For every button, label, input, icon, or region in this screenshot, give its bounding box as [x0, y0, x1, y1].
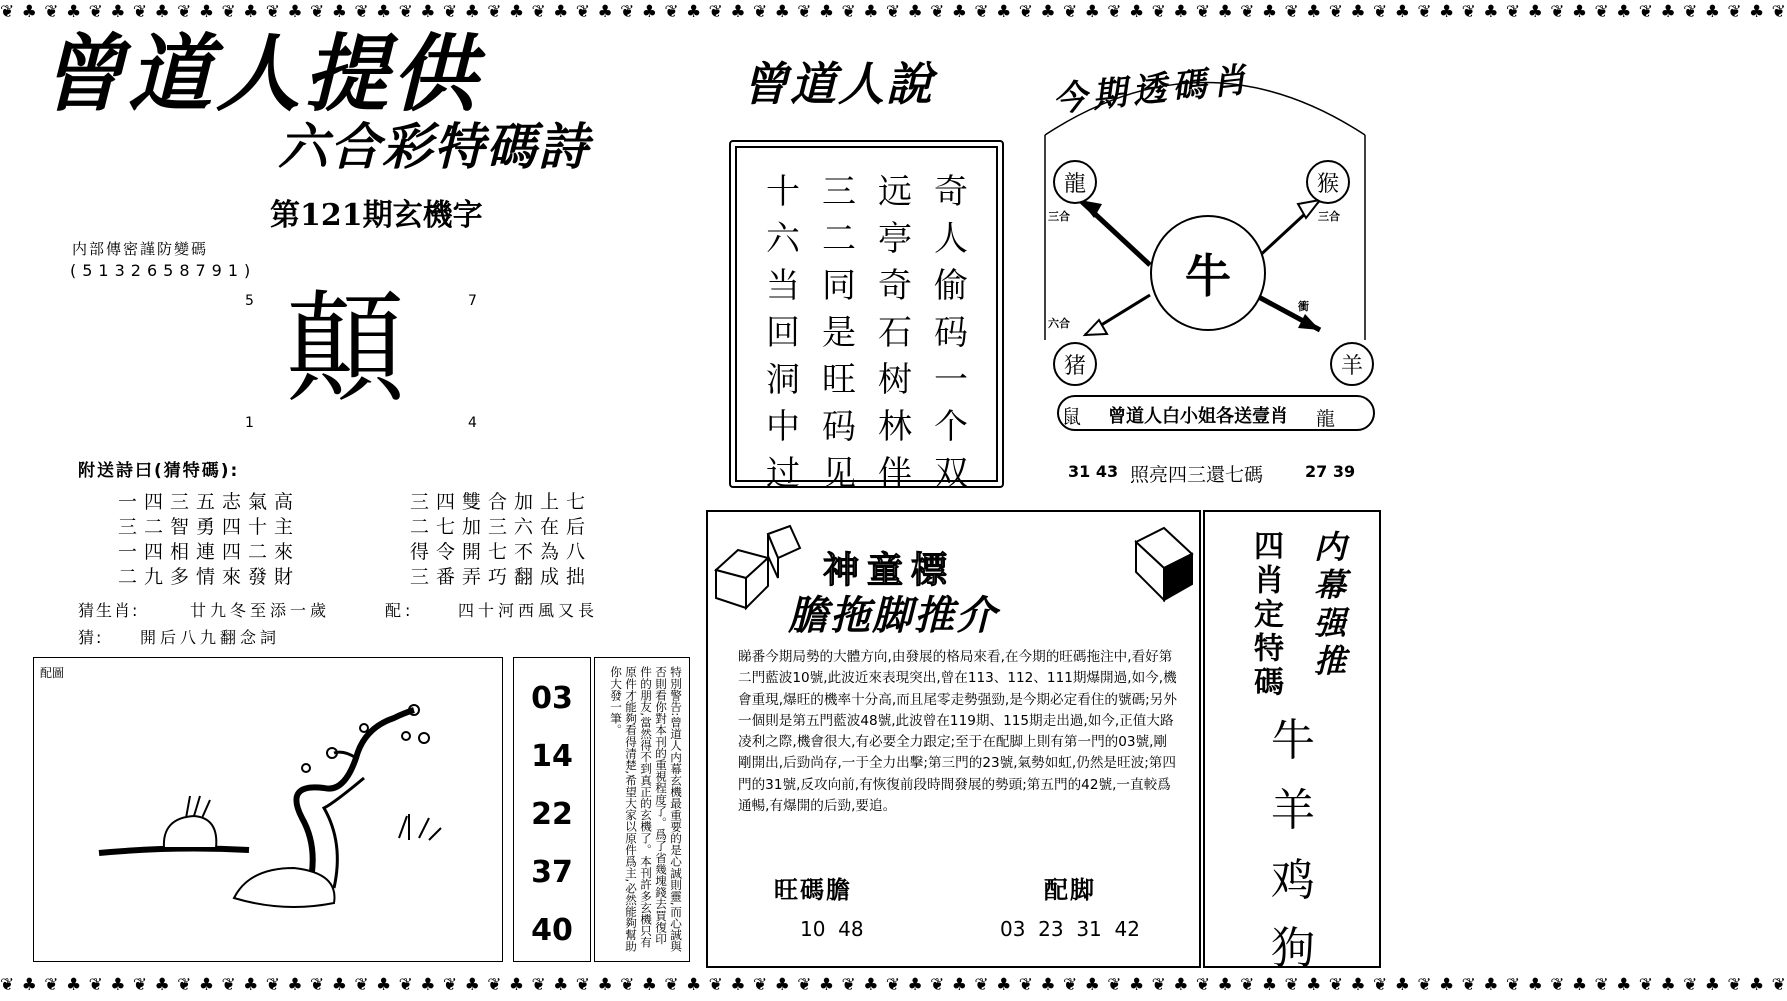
mystery-character: 顛	[285, 280, 405, 419]
number-item: 03	[531, 681, 573, 716]
poem-char: 码	[934, 313, 968, 353]
guess-zodiac-text: 廿九冬至添一歲	[190, 601, 331, 620]
sayings-poem-box	[729, 140, 1004, 494]
poem-char: 一	[934, 360, 968, 400]
gift-poem-heading: 附送詩曰(猜特碼):	[78, 461, 240, 481]
poem-char: 中	[766, 407, 800, 447]
gift-poem-right	[410, 487, 592, 587]
poem-char: 奇	[934, 172, 968, 212]
poem-char: 二	[822, 219, 856, 259]
gift-poem-left	[118, 487, 300, 587]
poem-char: 亭	[878, 219, 912, 259]
inside-box	[1203, 510, 1381, 974]
zodiac-top-left: 龍	[1053, 160, 1097, 204]
poem-char: 人	[934, 219, 968, 259]
poem-char: 石	[878, 313, 912, 353]
number-item: 22	[531, 797, 573, 832]
poem-line: 三二智勇四十主	[118, 516, 301, 538]
poem-char: 码	[822, 407, 856, 447]
sayings-title: 曾道人說	[742, 57, 934, 111]
corner-tr: 7	[468, 293, 477, 309]
poem-char: 旺	[822, 360, 856, 400]
zodiac-panel-title: 今期透碼肖	[1050, 59, 1254, 121]
inside-label-b: 内幕强推	[1309, 530, 1347, 682]
warning-text: 特別警告:曾道人内幕玄機最重要的是心誠則靈,而心誠與否則看你對本刊的重視程度了。爲了省幾塊錢去買復印件的朋友,當然得不到真正的玄機了。本刊許多玄機只有原件才能夠看得清楚,希望大家以原件爲主,必然能夠幫助你大發一筆。	[609, 666, 683, 952]
page-subtitle: 六合彩特碼詩	[278, 118, 590, 176]
secret-code: (5132658791)	[70, 261, 257, 280]
poem-char: 见	[822, 454, 856, 494]
poem-line: 得令開七不為八	[410, 541, 593, 563]
poem-char: 伴	[878, 454, 912, 494]
side-label: 配脚	[1044, 876, 1096, 904]
center-zodiac: 牛	[1150, 215, 1266, 331]
inside-zodiac: 鸡	[1271, 855, 1315, 906]
recommend-title-1: 神童標	[823, 550, 956, 591]
poem-line: 二九多情來發財	[118, 566, 301, 588]
page-title: 曾道人提供	[40, 25, 481, 123]
inside-zodiac: 羊	[1271, 785, 1315, 836]
pair-label: 配:	[385, 601, 415, 620]
poem-line: 三四雙合加上七	[410, 491, 593, 513]
label-bottom-left: 六合	[1048, 317, 1070, 330]
poem-char: 远	[878, 172, 912, 212]
poem-char: 洞	[766, 360, 800, 400]
poem-char: 十	[766, 172, 800, 212]
zodiac-bottom-left: 猪	[1053, 342, 1097, 386]
poem-line: 一四三五志氣高	[118, 491, 301, 513]
inside-label-a: 四肖定特碼	[1248, 530, 1283, 700]
number-item: 14	[531, 739, 573, 774]
corner-br: 4	[468, 415, 477, 431]
poem-line: 二七加三六在后	[410, 516, 593, 538]
label-top-left: 三合	[1048, 210, 1070, 223]
guess-zodiac-label: 猜生肖:	[78, 601, 140, 620]
side-numbers: 03 23 31 42	[1000, 917, 1140, 941]
recommend-paragraph: 睇番今期局勢的大體方向,由發展的格局來看,在今期的旺碼拖注中,看好第二門藍波10號,此波近來表現突出,曾在113、112、111期爆開過,如今,機會重現,爆旺的機率十分高,而且尾零走勢强勁,是今期必定看住的號碼;另外一個則是第五門藍波48號,此波曾在119期、115期走出過,如今,正值大路凌利之際,機會很大,有必要全力跟定;至于在配脚上則有第一門的03號,剛剛開出,后勁尚存,一于全力出擊;第三門的23號,氣勢如虹,仍然是旺波;第四門的31號,反攻向前,有恢復前段時間發展的勢頭;第五門的42號,一直較爲通暢,有爆開的后勁,要追。	[738, 649, 1177, 815]
poem-line: 三番弄巧翻成拙	[410, 566, 593, 588]
warning-box	[594, 657, 690, 962]
poem-char: 同	[822, 266, 856, 306]
guess-text: 開后八九翻念詞	[140, 628, 281, 647]
bonsai-illustration	[34, 658, 502, 961]
hot-label: 旺碼膽	[774, 876, 852, 904]
poem-char: 树	[878, 360, 912, 400]
poem-char: 个	[934, 407, 968, 447]
top-border: ❦ ♣ ❦ ♣ ❦ ♣ ❦ ♣ ❦ ♣ ❦ ♣ ❦ ♣ ❦ ♣ ❦ ♣ ❦ ♣ ❦ ♣ ❦ ♣ ❦ ♣ ❦ ♣ ❦ ♣ ❦ ♣ ❦ ♣ ❦ ♣ ❦ ♣ ❦ ♣ ❦ ♣ ❦ ♣ ❦ ♣ ❦ ♣ ❦ ♣ ❦ ♣ ❦ ♣ ❦ ♣ ❦ ♣ ❦ ♣ ❦ ♣ ❦ ♣ ❦ ♣ ❦ ♣ ❦ ♣ ❦ ♣ ❦ ♣ ❦ ♣ ❦ ♣ ❦ ♣ ❦	[0, 2, 1787, 22]
poem-char: 过	[766, 454, 800, 494]
poem-char: 是	[822, 313, 856, 353]
footer-right-zodiac: 龍	[1316, 408, 1336, 430]
bottom-line-left: 31 43	[1068, 462, 1119, 481]
recommend-box	[706, 510, 1201, 968]
bottom-border: ❦ ♣ ❦ ♣ ❦ ♣ ❦ ♣ ❦ ♣ ❦ ♣ ❦ ♣ ❦ ♣ ❦ ♣ ❦ ♣ ❦ ♣ ❦ ♣ ❦ ♣ ❦ ♣ ❦ ♣ ❦ ♣ ❦ ♣ ❦ ♣ ❦ ♣ ❦ ♣ ❦ ♣ ❦ ♣ ❦ ♣ ❦ ♣ ❦ ♣ ❦ ♣ ❦ ♣ ❦ ♣ ❦ ♣ ❦ ♣ ❦ ♣ ❦ ♣ ❦ ♣ ❦ ♣ ❦ ♣ ❦ ♣ ❦ ♣ ❦ ♣ ❦ ♣ ❦ ♣ ❦	[0, 975, 1787, 995]
issue-label: 第121期玄機字	[270, 198, 483, 233]
poem-char: 林	[878, 407, 912, 447]
poem-char: 回	[766, 313, 800, 353]
hot-numbers: 10 48	[800, 917, 864, 941]
zodiac-top-right: 猴	[1306, 160, 1350, 204]
picture-box	[33, 657, 503, 962]
poem-char: 奇	[878, 266, 912, 306]
bottom-line-mid: 照亮四三還七碼	[1130, 464, 1264, 486]
guess-label: 猜:	[78, 628, 104, 647]
poem-line: 一四相連四二來	[118, 541, 301, 563]
number-item: 40	[531, 913, 573, 948]
inside-zodiac: 牛	[1271, 715, 1315, 766]
label-bottom-right: 衝	[1298, 300, 1309, 313]
poem-char: 六	[766, 219, 800, 259]
zodiac-bottom-right: 羊	[1330, 342, 1374, 386]
poem-char: 当	[766, 266, 800, 306]
bottom-line-right: 27 39	[1305, 462, 1356, 481]
picture-caption: 配圖	[40, 666, 65, 680]
numbers-box	[513, 657, 591, 962]
poem-char: 偷	[934, 266, 968, 306]
secret-label: 内部傳密謹防變碼	[72, 240, 209, 258]
footer-text: 曾道人白小姐各送壹肖	[1108, 406, 1288, 427]
inside-zodiac: 狗	[1271, 923, 1315, 974]
pair-text: 四十河西風又長	[458, 601, 599, 620]
recommend-title-2: 膽拖脚推介	[788, 593, 998, 639]
sayings-poem	[755, 164, 979, 493]
poem-char: 双	[934, 454, 968, 494]
label-top-right: 三合	[1318, 210, 1340, 223]
number-item: 37	[531, 855, 573, 890]
corner-bl: 1	[245, 415, 254, 431]
corner-tl: 5	[245, 293, 254, 309]
poem-char: 三	[822, 172, 856, 212]
footer-left-zodiac: 鼠	[1062, 406, 1082, 428]
